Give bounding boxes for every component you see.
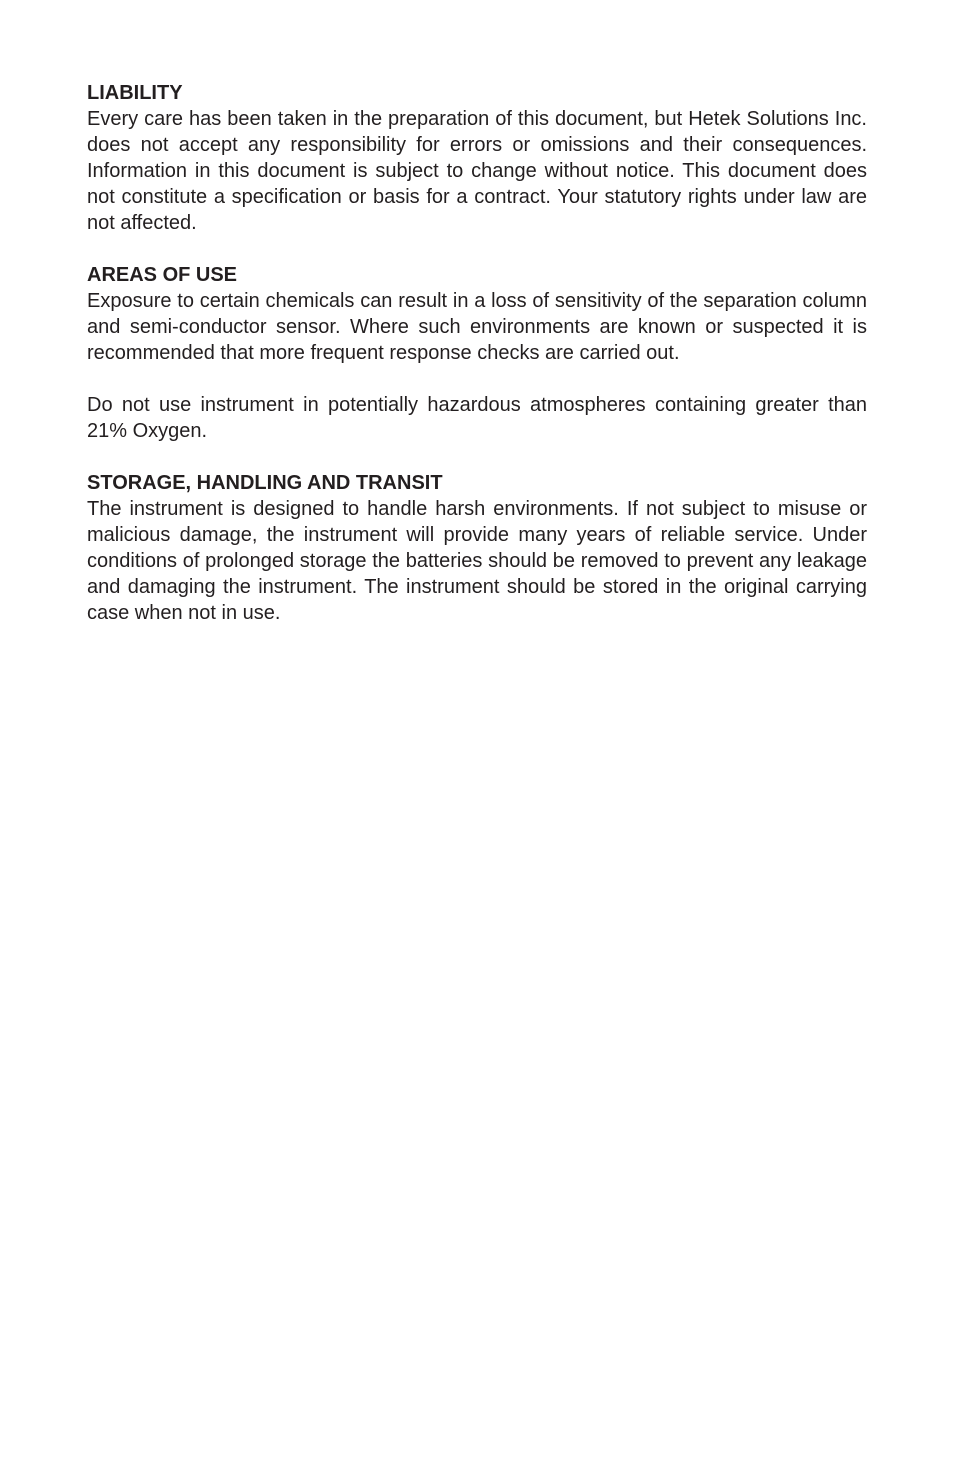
- section-heading: STORAGE, HANDLING AND TRANSIT: [87, 472, 443, 494]
- section-paragraph: Exposure to certain chemicals can result in a loss of sensitivity of the separation column and semi-conductor sensor. Where such environments are known or suspected it is recommended that more frequent response checks are carried out.: [87, 290, 867, 364]
- section-liability: [87, 80, 867, 236]
- section-paragraph: Every care has been taken in the preparation of this document, but Hetek Solutions Inc. does not accept any responsibility for errors or omissions and their consequences. Information in this document is subject to change without notice. This document does not constitute a specification or basis for a contract. Your statutory rights under law are not affected.: [87, 108, 867, 234]
- section-areas-of-use: [87, 262, 867, 444]
- section-heading: LIABILITY: [87, 82, 183, 104]
- section-storage-handling-transit: [87, 470, 867, 626]
- section-paragraph: Do not use instrument in potentially hazardous atmospheres containing greater than 21% Oxygen.: [87, 394, 867, 442]
- section-heading: AREAS OF USE: [87, 264, 238, 286]
- section-paragraph: The instrument is designed to handle harsh environments. If not subject to misuse or malicious damage, the instrument will provide many years of reliable service. Under conditions of prolonged storage the batteries should be removed to prevent any leakage and damaging the instrument. The instrument should be stored in the original carrying case when not in use.: [87, 498, 867, 624]
- document-page: [87, 80, 867, 652]
